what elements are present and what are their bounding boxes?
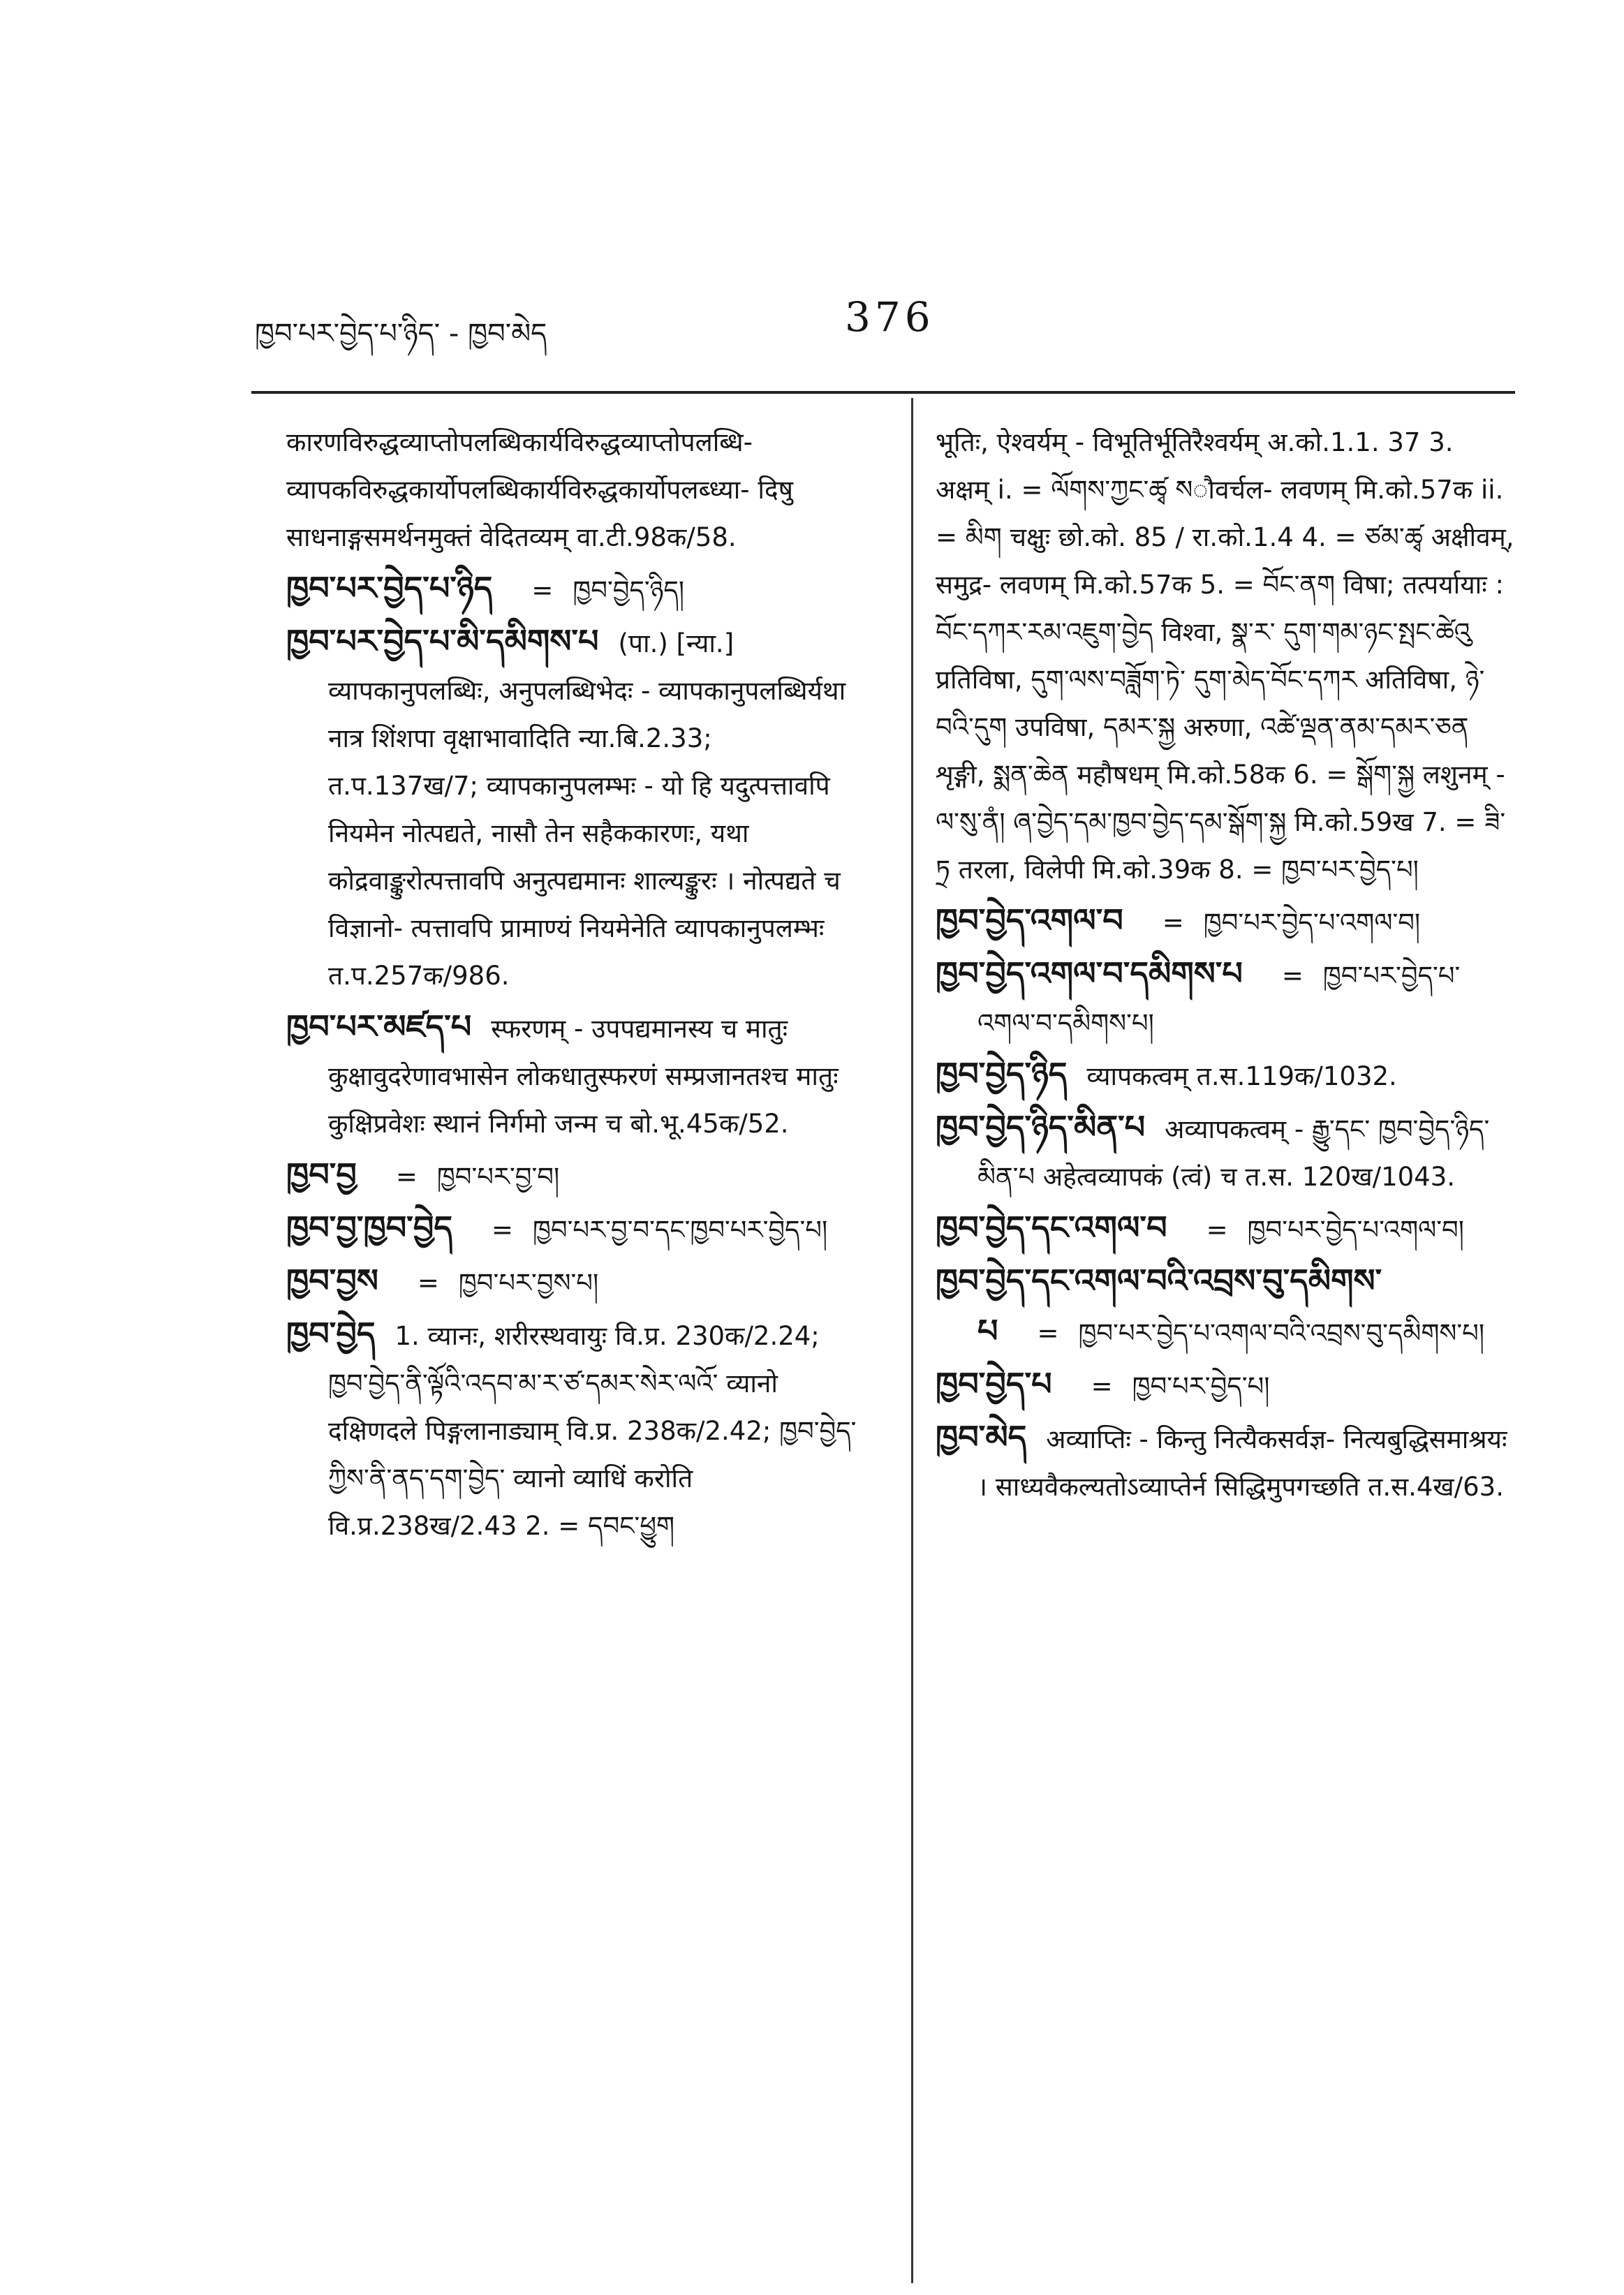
entry-text: ཁྱབ་པར་བྱ་བ་དང་ཁྱབ་པར་བྱེད་པ། <box>532 1215 828 1245</box>
entry-headword: ཁྱབ་པར་བྱེད་པ་མི་དམིགས་པ <box>286 622 599 660</box>
entry-headword: ཁྱབ་པར་བྱེད་པ་ཉིད <box>286 569 493 607</box>
entry-text: ཁྱབ་པར་བྱེད་པ་འགལ་བ་དམིགས་པ། <box>977 961 1461 1038</box>
equals-sign: = <box>1206 1215 1228 1245</box>
entry-headword: ཁྱབ་མེད <box>936 1418 1027 1456</box>
header-rule <box>251 391 1515 394</box>
dictionary-entry <box>286 1257 866 1307</box>
entry-text: कारणविरुद्धव्याप्तोपलब्धिकार्यविरुद्धव्याप्तोपलब्धि- व्यापकविरुद्धकार्योपलब्धिकार्यविरुद्धकार्योपलब्ध्या- दिषु साधनाङ्गसमर्थनमुक्तं वेदितव्यम् वा.टी.98क/58. <box>286 427 794 552</box>
entry-headword: ཁྱབ་བྱེད་པ <box>936 1365 1052 1403</box>
column-divider <box>911 398 913 2283</box>
entry-headword: ཁྱབ་བྱེད་ཉིད <box>936 1055 1068 1093</box>
dictionary-entry <box>936 1257 1515 1357</box>
dictionary-entry <box>286 1310 866 1550</box>
equals-sign: = <box>395 1162 418 1192</box>
equals-sign: = <box>531 575 554 605</box>
entry-headword: ཁྱབ་བྱེད་འགལ་བ <box>936 901 1123 939</box>
entry-text: ཁྱབ་པར་བྱེད་པ་འགལ་བ། <box>1247 1215 1464 1245</box>
entry-text: अव्याप्तिः - किन्तु नित्यैकसर्वज्ञ- नित्यबुद्धिसमाश्रयः । साध्यवैकल्यतोऽव्याप्तेर्न सिद्धिमुपगच्छति त.स.4ख/63. <box>977 1424 1507 1502</box>
dictionary-entry <box>286 1003 866 1148</box>
entry-text: (पा.) [न्या.] व्यापकानुपलब्धिः, अनुपलब्धिभेदः - व्यापकानुपलब्धिर्यथा नात्र शिंशपा वृक्षाभावादिति न्या.बि.2.33; त.प.137ख/7; व्यापकानुपलम्भः - यो हि यदुत्पत्तावपि नियमेन नोत्पद्यते, नासौ तेन सहैककारणः, यथा कोद्रवाङ्कुरोत्पत्तावपि अनुत्पद्यमानः शाल्यङ्कुरः । नोत्पद्यते च विज्ञानो- त्पत्तावपि प्रामाण्यं नियमेनेति व्यापकानुपलम्भः त.प.257क/986. <box>328 628 846 991</box>
equals-sign: = <box>491 1215 513 1245</box>
page-number: 376 <box>845 293 935 341</box>
entry-text: ཁྱབ་བྱེད་ཉིད། <box>573 575 685 605</box>
entry-headword: ཁྱབ་བྱ <box>286 1156 357 1193</box>
dictionary-entry <box>936 1204 1515 1254</box>
entry-headword: ཁྱབ་བྱེད་དང་འགལ་བའི་འབྲས་བུ་དམིགས་པ <box>936 1262 1382 1350</box>
dictionary-entry <box>936 1413 1515 1511</box>
entry-text: ཁྱབ་པར་བྱེད་པ། <box>1132 1371 1270 1401</box>
dictionary-entry <box>286 1204 866 1254</box>
entry-text: व्यापकत्वम् त.स.119क/1032. <box>1086 1061 1397 1091</box>
entry-headword: ཁྱབ་བྱེད་འགལ་བ་དམིགས་པ <box>936 954 1243 992</box>
entry-headword: ཁྱབ་བྱེད་དང་འགལ་བ <box>936 1209 1167 1246</box>
entry-text: ཁྱབ་པར་བྱེད་པ་འགལ་བའི་འབྲས་བུ་དམིགས་པ། <box>1078 1318 1485 1348</box>
dictionary-entry <box>286 564 866 614</box>
equals-sign: = <box>417 1268 439 1298</box>
left-column <box>286 419 866 1553</box>
equals-sign: = <box>1281 961 1304 991</box>
dictionary-entry <box>286 419 866 561</box>
right-column <box>936 419 1515 1514</box>
entry-text: ཁྱབ་པར་བྱ་བ། <box>436 1162 560 1192</box>
equals-sign: = <box>1162 908 1184 938</box>
dictionary-entry <box>936 896 1515 947</box>
entry-headword: ཁྱབ་བྱེད་ཉིད་མིན་པ <box>936 1108 1146 1146</box>
dictionary-entry <box>936 950 1515 1047</box>
entry-text: ཁྱབ་པར་བྱས་པ། <box>458 1268 599 1298</box>
equals-sign: = <box>1091 1371 1113 1401</box>
dictionary-entry <box>936 1360 1515 1410</box>
dictionary-entry <box>936 1103 1515 1201</box>
entry-headword: ཁྱབ་བྱེད <box>286 1315 376 1352</box>
entry-text: ཁྱབ་པར་བྱེད་པ་འགལ་བ། <box>1203 908 1421 938</box>
entry-headword: ཁྱབ་བྱས <box>286 1262 378 1299</box>
entry-text: अव्यापकत्वम् - རྒྱུ་དང་ ཁྱབ་བྱེད་ཉིད་མིན་པ अहेत्वव्यापकं (त्वं) च त.स. 120ख/1043. <box>977 1114 1490 1192</box>
dictionary-entry <box>936 1050 1515 1100</box>
dictionary-entry <box>936 419 1515 894</box>
entry-headword: ཁྱབ་བྱ་ཁྱབ་བྱེད <box>286 1209 452 1246</box>
entry-text: भूतिः, ऐश्वर्यम् - विभूतिर्भूतिरैश्वर्यम् अ.को.1.1. 37 3. अक्षम् i. = ལོགས་ཀྱང་ཚྭ སौवर्चल- लवणम् मि.को.57क ii. = མིག चक्षुः छो.को. 85 / रा.को.1.4 4. = ཙམ་ཚྭ अक्षीवम्, समुद्र- लवणम् मि.को.57क 5. = བོང་ནག विषा; तत्पर्यायाः : བོང་དཀར་རམ་འཇུག་བྱེད विश्वा, སྣ་ར་ དུག་གམ་ཉང་སྤང་ཚེའུ प्रतिविषा, དུག་ལས་བཟློག་ཏེ་ དུག་མེད་བོང་དཀར अतिविषा, ཉེ་བའི་དུག उपविषा, དམར་སྐྱ अरुणा, འཚེ་ལྡན་ནམ་དམར་ཅན शृङ्गी, སྨན་ཆེན महौषधम् मि.को.58क 6. = སྒོག་སྐྱ लशुनम् - ལ་སུ་ནཾ། ཞ་བྱེད་དམ་ཁྱབ་བྱེད་དམ་སྒོག་སྐྱ मि.को.59ख 7. = ཟི་ཏྲ तरला, विलेपी मि.को.39क 8. = ཁྱབ་པར་བྱེད་པ། <box>936 427 1514 885</box>
equals-sign: = <box>1037 1318 1059 1348</box>
dictionary-entry <box>286 1151 866 1201</box>
header-range: ཁྱབ་པར་བྱེད་པ་ཉིད་ - ཁྱབ་མེད <box>255 318 547 350</box>
entry-text: 1. व्यानः, शरीरस्थवायुः वि.प्र. 230क/2.24; ཁྱབ་བྱེད་ནི་ལྟོའི་འདབ་མ་ར་ཙ་དམར་སེར་ལའོ་ व्यानो दक्षिणदले पिङ्गलानाड्याम् वि.प्र. 238क/2.42; ཁྱབ་བྱེད་ཀྱིས་ནི་ནད་དག་བྱེད་ व्यानो व्याधिं करोति वि.प्र.238ख/2.43 2. = དབང་ཕྱུག <box>328 1321 857 1541</box>
dictionary-entry <box>286 617 866 1000</box>
entry-text: स्फरणम् - उपपद्यमानस्य च मातुः कुक्षावुदरेणावभासेन लोकधातुस्फरणं सम्प्रजानतश्च मातुः कुक्षिप्रवेशः स्थानं निर्गमो जन्म च बो.भू.45क/52. <box>328 1014 839 1139</box>
entry-headword: ཁྱབ་པར་མཛད་པ <box>286 1008 472 1045</box>
